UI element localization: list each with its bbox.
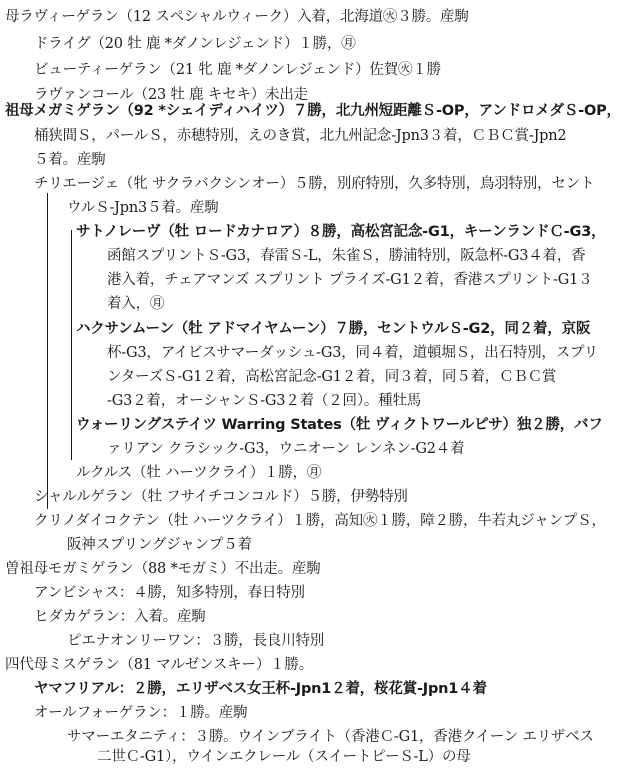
grandchild-line-cont: ンターズＳ-G1２着，高松宮記念-G1２着，同３着，同５着，ＣＢＣ賞	[107, 369, 557, 385]
bracket-line-chiriej	[47, 193, 48, 509]
offspring-line: ラヴァンコール（23 牡 鹿 キセキ）未出走	[34, 87, 308, 103]
offspring-line: ヤマフリアル：２勝，エリザベス女王杯-Jpn1２着，桜花賞-Jpn1４着	[34, 681, 487, 697]
fourth-dam-line: 四代母ミスゲラン（81 マルゼンスキー）１勝。	[5, 657, 314, 673]
grandchild-line-cont: 函館スプリントＳ-G3，春雷Ｓ-L，朱雀Ｓ，勝浦特別，阪急杯-G3４着，香	[107, 248, 586, 264]
grandchild-line-cont: -G3２着，オーシャンＳ-G3２着（２回）。種牡馬	[107, 393, 422, 409]
grandchild-line-cont: 二世Ｃ-G1），ウインエクレール（スイートピーＳ-L）の母	[97, 749, 471, 765]
bracket-line-sato	[71, 230, 72, 460]
offspring-line: チリエージェ（牝 サクラバクシンオー）５勝，別府特別，久多特別，鳥羽特別，セント	[34, 176, 595, 192]
grandchild-line: サトノレーヴ（牡 ロードカナロア）８勝，高松宮記念-G1，キーンランドＣ-G3，	[76, 224, 606, 240]
grandchild-line: ウォーリングステイツ Warring States（牡 ヴィクトワールピサ）独２勝，バフ	[76, 417, 603, 433]
grandchild-line-cont: ァリアン クラシック-G3，ウニオーン レンネン-G2４着	[107, 441, 465, 457]
grandchild-line-cont: 港入着，チェアマンズ スプリント プライズ-G1２着，香港スプリント-G1３	[107, 272, 593, 288]
offspring-line: シャルルゲラン（牡 フサイチコンコルド）５勝，伊勢特別	[34, 489, 408, 505]
great-granddam-line: 曽祖母モガミゲラン（88 *モガミ）不出走。産駒	[5, 561, 321, 577]
grandchild-line-cont: 杯-G3，アイビスサマーダッシュ-G3，同４着，道頓堀Ｓ，出石特別，スプリ	[107, 345, 599, 361]
offspring-line: ドライグ（20 牡 鹿 *ダノンレジェンド）１勝，㊊	[34, 36, 356, 52]
offspring-line: クリノダイコクテン（牡 ハーツクライ）１勝，高知㊋１勝，障２勝，牛若丸ジャンプＳ，	[34, 513, 606, 529]
offspring-line: オールフォーゲラン：１勝。産駒	[34, 705, 248, 721]
granddam-line: 祖母メガミゲラン（92 *シェイディハイツ）７勝，北九州短距離Ｓ-OP，アンドロメダＳ-OP，	[5, 103, 621, 119]
offspring-line: アンビシャス：４勝，知多特別，春日特別	[34, 585, 305, 601]
grandchild-line: ハクサンムーン（牡 アドマイヤムーン）７勝，セントウルＳ-G2，同２着，京阪	[76, 321, 591, 337]
offspring-line: ヒダカゲラン：入着。産駒	[34, 609, 206, 625]
grandchild-line: サマーエタニティ：３勝。ウインブライト（香港Ｃ-G1，香港クイーン エリザベス	[67, 729, 594, 745]
offspring-line-cont: 阪神スプリングジャンプ５着	[67, 537, 252, 553]
dam-line: 母ラヴィーゲラン（12 スペシャルウィーク）入着，北海道㊋３勝。産駒	[5, 9, 469, 25]
offspring-line-cont: ウルＳ-Jpn3５着。産駒	[67, 200, 219, 216]
grandchild-line: ルクルス（牡 ハーツクライ）１勝，㊊	[76, 465, 322, 481]
grandchild-line-cont: 着入，㊊	[107, 296, 165, 312]
grandchild-line: ピエナオンリーワン：３勝，長良川特別	[67, 633, 325, 649]
granddam-line-cont: 桶狭間Ｓ，パールＳ，赤穂特別，えのき賞，北九州記念-Jpn3３着，ＣＢＣ賞-Jpn2	[34, 128, 567, 144]
offspring-line: ビューティーゲラン（21 牝 鹿 *ダノンレジェンド）佐賀㊋１勝	[34, 62, 441, 78]
granddam-line-cont: ５着。産駒	[34, 152, 106, 168]
